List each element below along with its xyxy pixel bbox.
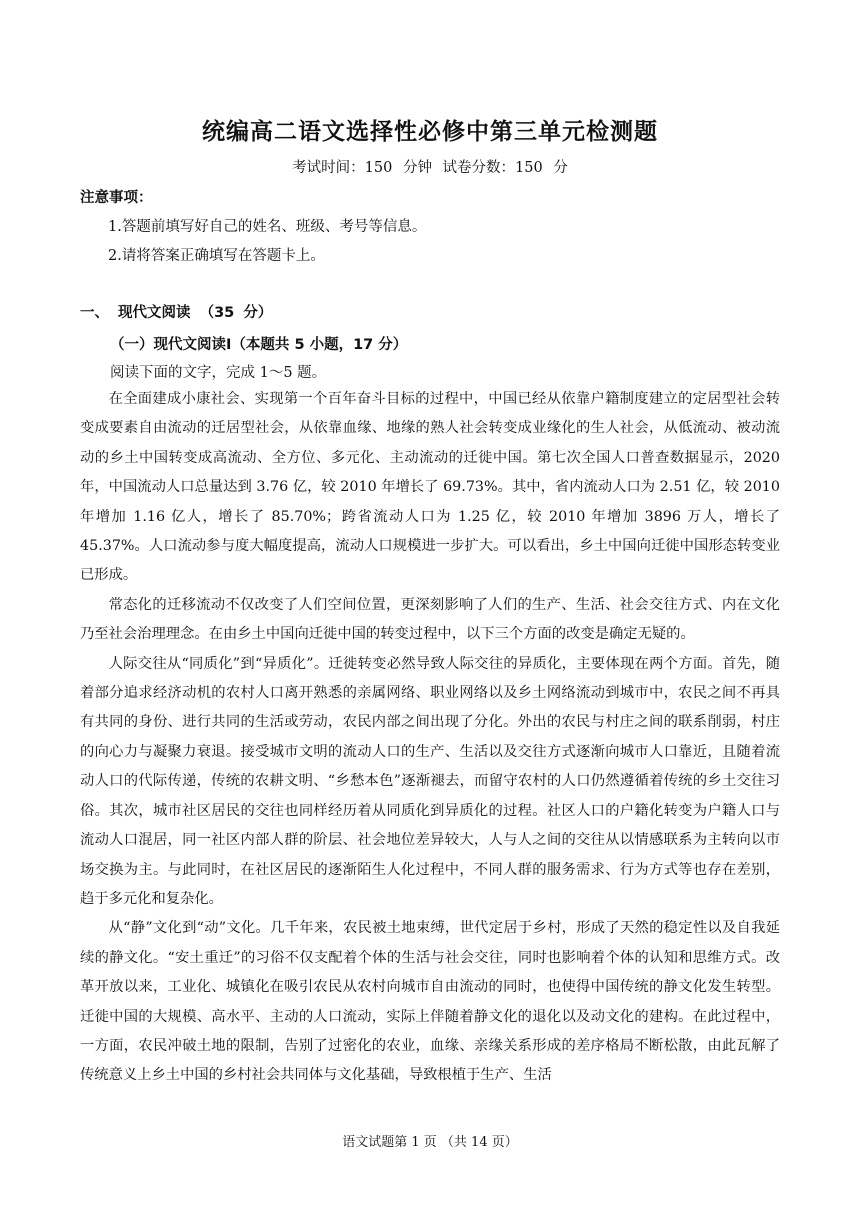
page-footer: 语文试题第 1 页 （共 14 页） [342, 1135, 518, 1150]
paragraph: 常态化的迁移流动不仅改变了人们空间位置，更深刻影响了人们的生产、生活、社会交往方式、内在文化乃至社会治理理念。在由乡土中国向迁徙中国的转变过程中，以下三个方面的改变是确定无疑的。 [80, 596, 780, 643]
reading-passage [80, 385, 780, 1091]
subsection-heading: （一）现代文阅读Ⅰ（本题共 5 小题，17 分） [110, 337, 408, 353]
page-title: 统编高二语文选择性必修中第三单元检测题 [202, 119, 658, 145]
paragraph: 从“静”文化到“动”文化。几千年来，农民被土地束缚，世代定居于乡村，形成了天然的稳定性以及自我延续的静文化。“安土重迁”的习俗不仅支配着个体的生活与社会交往，同时也影响着个体的认知和思维方式。改革开放以来，工业化、城镇化在吸引农民从农村向城市自由流动的同时，也使得中国传统的静文化发生转型。迁徙中国的大规模、高水平、主动的人口流动，实际上伴随着静文化的退化以及动文化的建构。在此过程中，一方面，农民冲破土地的限制，告别了过密化的农业，血缘、亲缘关系形成的差序格局不断松散，由此瓦解了传统意义上乡土中国的乡村社会共同体与文化基础，导致根植于生产、生活 [80, 920, 780, 1084]
notice-item-1: 1.答题前填写好自己的姓名、班级、考号等信息。 [108, 219, 427, 235]
exam-info: 考试时间：150 分钟 试卷分数：150 分 [292, 160, 568, 176]
section-heading: 一、 现代文阅读 （35 分） [80, 305, 273, 321]
paragraph: 在全面建成小康社会、实现第一个百年奋斗目标的过程中，中国已经从依靠户籍制度建立的定居型社会转变成要素自由流动的迁居型社会，从依靠血缘、地缘的熟人社会转变成业缘化的生人社会，从低流动、被动流动的乡土中国转变成高流动、全方位、多元化、主动流动的迁徙中国。第七次全国人口普查数据显示，2020 年，中国流动人口总量达到 3.76 亿，较 2010 年增长了 69.73%。其中，省内流动人口为 2.51 亿，较 2010 年增加 1.16 亿人，增长了 85.70%；跨省流动人口为 1.25 亿，较 2010 年增加 3896 万人，增长了 45.37%。人口流动参与度大幅度提高，流动人口规模进一步扩大。可以看出，乡土中国向迁徙中国形态转变业已形成。 [80, 391, 780, 584]
notice-heading: 注意事项： [80, 190, 153, 206]
notice-item-2: 2.请将答案正确填写在答题卡上。 [108, 248, 325, 264]
reading-instruction: 阅读下面的文字，完成 1～5 题。 [110, 365, 327, 381]
paragraph: 人际交往从“同质化”到“异质化”。迁徙转变必然导致人际交往的异质化，主要体现在两个方面。首先，随着部分追求经济动机的农村人口离开熟悉的亲属网络、职业网络以及乡土网络流动到城市中，农民之间不再具有共同的身份、进行共同的生活或劳动，农民内部之间出现了分化。外出的农民与村庄之间的联系削弱，村庄的向心力与凝聚力衰退。接受城市文明的流动人口的生产、生活以及交往方式逐渐向城市人口靠近，且随着流动人口的代际传递，传统的农耕文明、“乡愁本色”逐渐褪去，而留守农村的人口仍然遵循着传统的乡土交往习俗。其次，城市社区居民的交往也同样经历着从同质化到异质化的过程。社区人口的户籍化转变为户籍人口与流动人口混居，同一社区内部人群的阶层、社会地位差异较大，人与人之间的交往从以情感联系为主转向以市场交换为主。与此同时，在社区居民的逐渐陌生人化过程中，不同人群的服务需求、行为方式等也存在差别，趋于多元化和复杂化。 [80, 655, 780, 907]
